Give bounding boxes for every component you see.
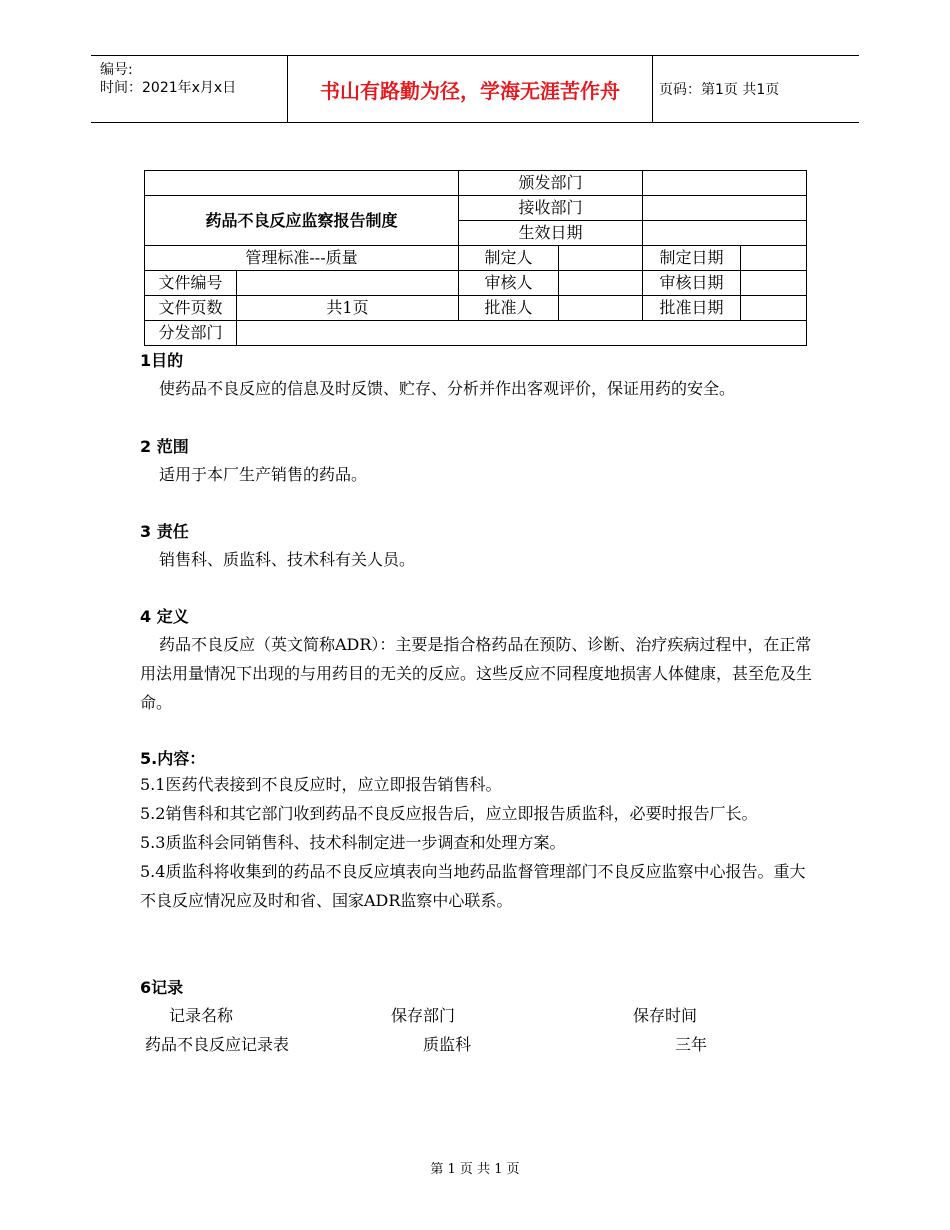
section-heading: 3 责任 [140,522,189,541]
distribution-dept-label: 分发部门 [145,321,237,346]
records-row-name: 药品不良反应记录表 [145,1035,290,1054]
section-heading: 4 定义 [140,607,189,626]
section-heading: 2 范围 [140,437,189,456]
section-text: 适用于本厂生产销售的药品。 [159,465,368,484]
section-text: 使药品不良反应的信息及时反馈、贮存、分析并作出客观评价，保证用药的安全。 [159,379,736,398]
reviewed-date-label: 审核日期 [643,271,741,296]
page-header [91,55,859,123]
content-item-1: 5.1医药代表接到不良反应时，应立即报告销售科。 [140,775,502,794]
approved-date-label: 批准日期 [643,296,741,321]
issuing-dept-label: 颁发部门 [459,171,643,196]
section-definition [140,604,815,717]
effective-date-label: 生效日期 [459,221,643,246]
doc-pages-label: 文件页数 [145,296,237,321]
header-left [91,56,287,122]
section-heading: 1目的 [140,351,184,370]
reviewed-by-value [559,271,643,296]
management-standard: 管理标准---质量 [145,246,459,271]
section-text: 销售科、质监科、技术科有关人员。 [159,550,416,569]
records-header-time: 保存时间 [633,1006,698,1025]
number-label: 编号: [100,62,133,78]
section-content [140,746,815,915]
doc-pages-value: 共1页 [237,296,459,321]
section-responsibility [140,519,830,574]
section-heading: 6记录 [140,978,184,997]
document-control-table [144,170,807,346]
page-info: 页码：第1页 共1页 [659,82,780,98]
reviewed-date-value [741,271,807,296]
records-row-time: 三年 [675,1035,708,1054]
doc-number-label: 文件编号 [145,271,237,296]
section-records [140,975,830,998]
approved-date-value [741,296,807,321]
section-scope [140,434,830,489]
receiving-dept-label: 接收部门 [459,196,643,221]
content-item-2: 5.2销售科和其它部门收到药品不良反应报告后，应立即报告质监科，必要时报告厂长。 [140,804,758,823]
distribution-dept-value [237,321,807,346]
content-item-3: 5.3质监科会同销售科、技术科制定进一步调查和处理方案。 [140,833,566,852]
records-header-name: 记录名称 [169,1006,234,1025]
records-header-dept: 保存部门 [391,1006,456,1025]
effective-date-value [643,221,807,246]
time-label: 时间：2021年x月x日 [100,80,237,96]
section-purpose [140,348,830,403]
blank-cell [145,171,459,196]
doc-number-value [237,271,459,296]
receiving-dept-value [643,196,807,221]
approved-by-label: 批准人 [459,296,559,321]
content-item-4: 5.4质监科将收集到的药品不良反应填表向当地药品监督管理部门不良反应监察中心报告。重大不良反应情况应及时和省、国家ADR监察中心联系。 [140,862,806,910]
page-footer: 第 1 页 共 1 页 [430,1162,520,1177]
section-heading: 5.内容： [140,749,206,768]
prepared-date-value [741,246,807,271]
prepared-by-label: 制定人 [459,246,559,271]
section-text: 药品不良反应（英文简称ADR）：主要是指合格药品在预防、诊断、治疗疾病过程中，在正常用法用量情况下出现的与用药目的无关的反应。这些反应不同程度地损害人体健康，甚至危及生命。 [140,635,813,712]
approved-by-value [559,296,643,321]
records-row-dept: 质监科 [423,1035,472,1054]
reviewed-by-label: 审核人 [459,271,559,296]
document-title: 药品不良反应监察报告制度 [145,196,459,246]
issuing-dept-value [643,171,807,196]
motto-banner: 书山有路勤为径，学海无涯苦作舟 [287,56,653,122]
prepared-date-label: 制定日期 [643,246,741,271]
prepared-by-value [559,246,643,271]
